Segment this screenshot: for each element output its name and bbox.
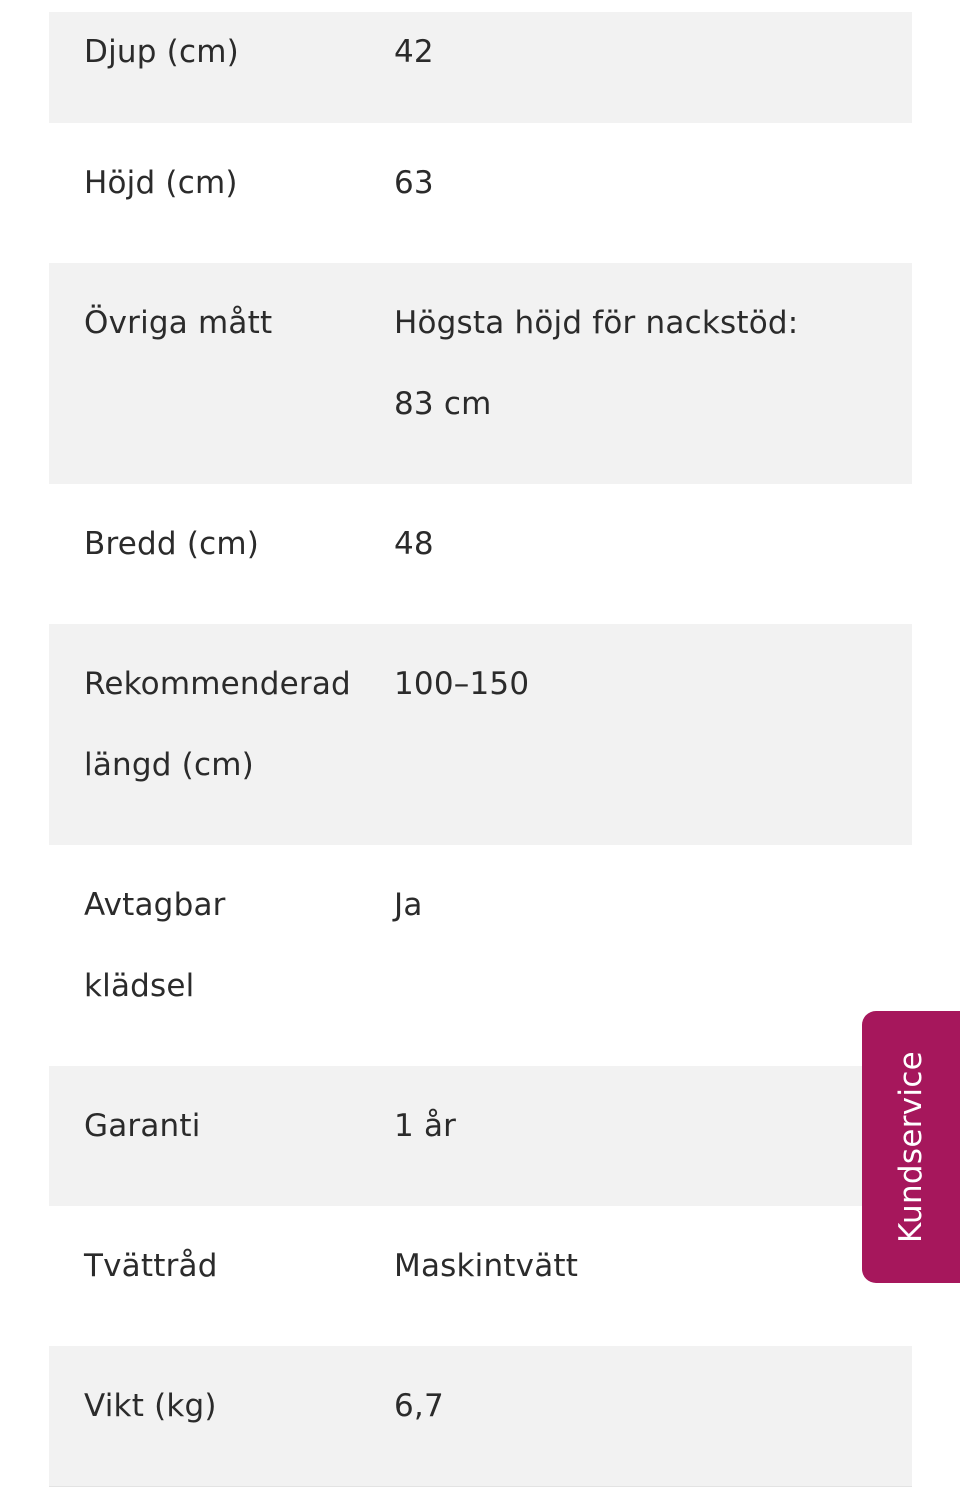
spec-row-avtagbar-kladsel [49, 845, 912, 1066]
spec-row-djup [49, 12, 912, 123]
kundservice-button[interactable] [862, 1011, 960, 1283]
spec-key: Övriga mått [84, 305, 273, 341]
spec-key: Vikt (kg) [84, 1388, 217, 1424]
spec-value: 1 år [394, 1108, 457, 1144]
spec-value: Maskintvätt [394, 1248, 579, 1284]
specification-table [49, 12, 912, 1487]
spec-key: Tvättråd [84, 1248, 218, 1284]
spec-value: 100–150 [394, 666, 530, 702]
spec-row-hojd [49, 123, 912, 263]
spec-value: 42 [394, 34, 434, 70]
spec-row-tvattrad [49, 1206, 912, 1346]
spec-key: Djup (cm) [84, 34, 239, 70]
spec-value: 63 [394, 165, 434, 201]
spec-key: Garanti [84, 1108, 201, 1144]
spec-value: 6,7 [394, 1388, 444, 1424]
spec-row-vikt [49, 1346, 912, 1486]
spec-row-bredd [49, 484, 912, 624]
spec-value: Högsta höjd för nackstöd: 83 cm [394, 305, 799, 422]
spec-key: Höjd (cm) [84, 165, 238, 201]
spec-row-rekommenderad-langd [49, 624, 912, 845]
spec-key: Rekommenderad längd (cm) [84, 666, 351, 783]
spec-row-garanti [49, 1066, 912, 1206]
spec-key: Avtagbar klädsel [84, 887, 226, 1004]
spec-row-ovriga-matt [49, 263, 912, 484]
spec-value: Ja [394, 887, 423, 923]
kundservice-label: Kundservice [893, 1050, 930, 1244]
spec-value: 48 [394, 526, 434, 562]
spec-key: Bredd (cm) [84, 526, 260, 562]
